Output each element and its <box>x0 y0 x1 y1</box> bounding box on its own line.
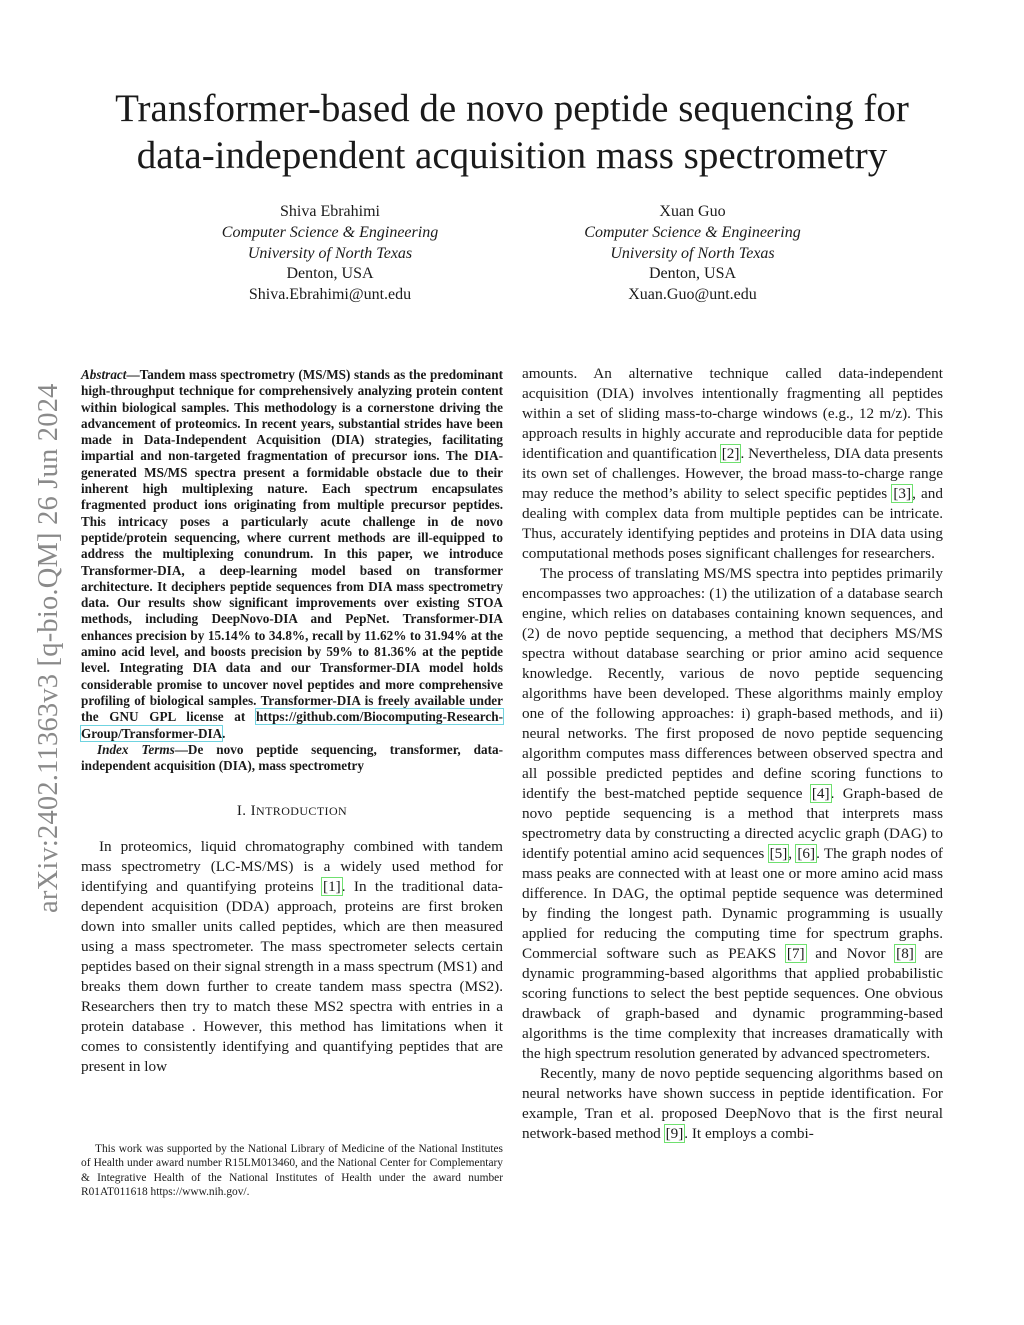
author-name: Shiva Ebrahimi <box>280 203 380 220</box>
intro-paragraph-1: In proteomics, liquid chromatography combined with tandem mass spectrometry (LC-MS/MS) is a widely used method for identifying and quantifying proteins [1]. In the traditional data-dependent acquisition (DDA) approach, proteins are first broken down into smaller units called peptides, which are then measured using a mass spectrometer. The mass spectrometer selects certain peptides based on their signal strength in a mass spectrum (MS1) and breaks them down further to create tandem mass spectra (MS2). Researchers then try to match these MS2 spectra with entries in a protein database . However, this method has limitations when it comes to consistently identifying and quantifying peptides that are present in low <box>81 838 503 1076</box>
citation-link[interactable]: [2] <box>721 445 740 462</box>
funding-note: This work was supported by the National Library of Medicine of the National Institutes of Health under award number R15LM013460, and the National Center for Complementary & Integrative Health of the National Institutes of Health under the award number R01AT011618 https://www.nih.gov/. <box>81 1143 503 1198</box>
intro-paragraph-4: Recently, many de novo peptide sequencing algorithms based on neural networks have shown success in peptide identification. For example, Tran et al. proposed DeepNovo that is the first neural network-based method [9]. It employs a combi- <box>522 1065 943 1142</box>
author-email: Shiva.Ebrahimi@unt.edu <box>248 286 412 304</box>
author-department: Computer Science & Engineering <box>584 223 801 241</box>
intro-paragraph-3: The process of translating MS/MS spectra into peptides primarily encompasses two approaches: (1) the utilization of a database search engine, which relies on databases containing known sequences, and (2) de novo peptide sequencing, a method that deciphers MS/MS spectra without database searching or prior amino acid sequence knowledge. Recently, various de novo peptide sequencing algorithms have been developed. These algorithms mainly employ one of the following approaches: i) graph-based methods, and ii) neural networks. The first proposed de novo peptide sequencing algorithm computes mass differences between observed spectra and all possible predicted peptides and define scoring functions to identify the best-matched peptide sequence [4]. Graph-based de novo peptide sequencing is a method that interprets mass spectrometry data by constructing a directed acyclic graph (DAG) to identify potential amino acid sequences [5], [6]. The graph nodes of mass peaks are connected with at least one or more amino acid mass difference. In DAG, the optimal peptide sequence was determined by finding the longest path. Dynamic programming is usually applied for reducing the computing time for spectrum graphs. Commercial software such as PEAKS [7] and Novor [8] are dynamic programming-based algorithms that applied probabilistic scoring functions to select the best peptide sequences. One obvious drawback of graph-based and dynamic programming-based algorithms is the time complexity that increases dramatically with the high spectrum resolution generated by advanced spectrometers. <box>522 565 943 1062</box>
abstract-label: Abstract <box>81 367 127 382</box>
abstract: Abstract—Tandem mass spectrometry (MS/MS) stands as the predominant high-throughput technique for comprehensively analyzing protein content within biological samples. This methodology is a cornerstone driving the advancement of proteomics. In recent years, substantial strides have been made in Data-Independent Acquisition (DIA) strategies, facilitating impartial and non-targeted fragmentation of precursor ions. The DIA-generated MS/MS spectra present a formidable obstacle due to their inherent high multiplexing nature. Each spectrum encapsulates fragmented product ions originating from multiple precursor peptides. This intricacy poses a particularly acute challenge in de novo peptide/protein sequencing, where current methods are ill-equipped to address the multiplexing conundrum. In this paper, we introduce Transformer-DIA, a deep-learning model based on transformer architecture. It deciphers peptide sequences from DIA mass spectrometry data. Our results show significant improvements over existing STOA methods, including DeepNovo-DIA and PepNet. Transformer-DIA enhances precision by 15.14% to 34.8%, recall by 11.62% to 31.94% at the amino acid level, and boosts precision by 59% to 81.36% at the peptide level. Integrating DIA data and our Transformer-DIA model holds considerable promise to uncover novel peptides and more comprehensive profiling of biological samples. Transformer-DIA is freely available under the GNU GPL license at https://github.com/Biocomputing-Research-Group/Transformer-DIA. <box>81 367 503 741</box>
author-university: University of North Texas <box>610 244 775 262</box>
author-email: Xuan.Guo@unt.edu <box>628 286 757 304</box>
author-location: Denton, USA <box>286 265 374 283</box>
author-block-2 <box>545 202 840 306</box>
footnote <box>81 1142 503 1199</box>
github-link[interactable]: https://github.com/Biocomputing-Research-Group/Transformer-DIA <box>81 709 503 741</box>
right-column <box>522 364 943 1144</box>
author-block-1 <box>180 202 480 306</box>
citation-link[interactable]: [5] <box>769 845 788 862</box>
left-column <box>81 367 503 1077</box>
author-university: University of North Texas <box>247 244 413 262</box>
author-department: Computer Science & Engineering <box>221 223 439 241</box>
abstract-text: —Tandem mass spectrometry (MS/MS) stands as the predominant high-throughput technique for comprehensively analyzing protein content within biological samples. This methodology is a cornerstone driving the advancement of proteomics. In recent years, substantial strides have been made in Data-Independent Acquisition (DIA) strategies, facilitating impartial and non-targeted fragmentation of precursor ions. The DIA-generated MS/MS spectra present a formidable obstacle due to their inherent high multiplexing nature. Each spectrum encapsulates fragmented product ions originating from multiple precursor peptides. This intricacy poses a particularly acute challenge in de novo peptide/protein sequencing, where current methods are ill-equipped to address the multiplexing conundrum. In this paper, we introduce Transformer-DIA, a deep-learning model based on transformer architecture. It deciphers peptide sequences from DIA mass spectrometry data. Our results show significant improvements over existing STOA methods, including DeepNovo-DIA and PepNet. Transformer-DIA enhances precision by 15.14% to 34.8%, recall by 11.62% to 31.94% at the amino acid level, and boosts precision by 59% to 81.36% at the peptide level. Integrating DIA data and our Transformer-DIA model holds considerable promise to uncover novel peptides and more comprehensive profiling of biological samples. Transformer-DIA is freely available under the GNU GPL license at <box>81 367 503 725</box>
citation-link[interactable]: [6] <box>797 845 816 862</box>
index-terms-text: —De novo peptide sequencing, transformer, data-independent acquisition (DIA), mass spectrometry <box>81 741 503 774</box>
index-terms <box>81 742 503 775</box>
paper-title <box>80 85 944 179</box>
citation-link[interactable]: [8] <box>896 945 914 962</box>
index-terms-label: Index Terms <box>97 741 175 757</box>
section-heading-introduction: I. INTRODUCTION <box>236 803 348 820</box>
title-line-2: data-independent acquisition mass spectrometry <box>136 134 888 177</box>
arxiv-identifier: arXiv:2402.11363v3 [q-bio.QM] 26 Jun 2024 <box>33 383 64 913</box>
author-name: Xuan Guo <box>659 203 726 220</box>
intro-paragraph-2: amounts. An alternative technique called data-independent acquisition (DIA) involves intentionally fragmenting all peptides within a set of sliding mass-to-charge windows (e.g., 12 m/z). This approach results in highly accurate and reproducible data for peptide identification and quantification [2]. Nevertheless, DIA data presents its own set of challenges. However, the broad mass-to-charge range may reduce the method’s ability to select specific peptides [3], and dealing with complex data from multiple peptides can be intricate. Thus, accurately identifying peptides and proteins in DIA data using computational methods poses significant challenges for researchers. <box>522 365 944 562</box>
citation-link[interactable]: [1] <box>323 878 341 896</box>
citation-link[interactable]: [3] <box>893 485 912 502</box>
author-location: Denton, USA <box>648 265 737 283</box>
title-line-1: Transformer-based de novo peptide sequencing for <box>115 87 909 130</box>
citation-link[interactable]: [7] <box>786 945 805 962</box>
citation-link[interactable]: [4] <box>811 785 830 802</box>
citation-link[interactable]: [9] <box>665 1125 684 1142</box>
